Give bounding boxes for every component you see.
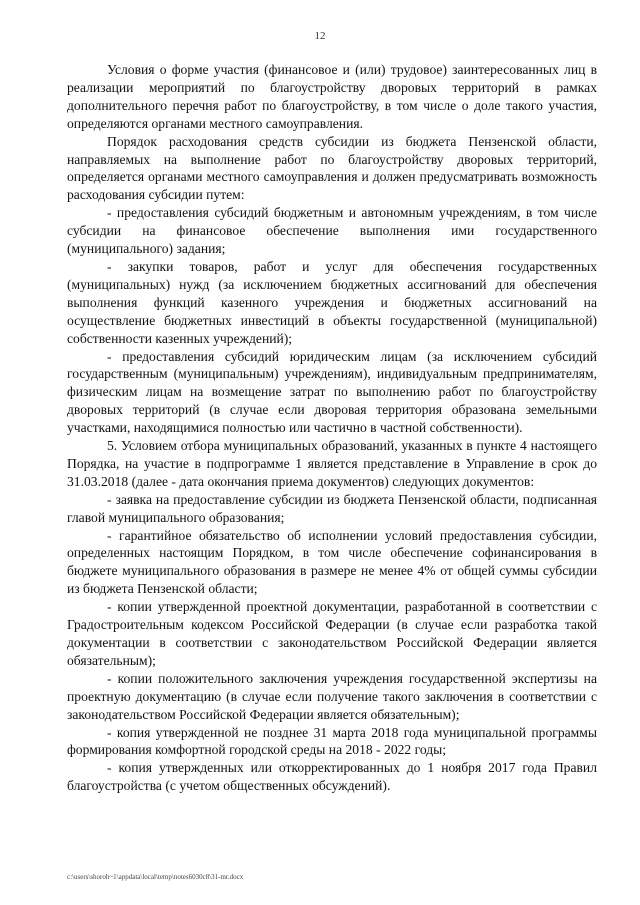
document-body (67, 61, 597, 795)
list-item-guarantee-obligation: - гарантийное обязательство об исполнении условий предоставления субсидии, определенных настоящим Порядком, в том числе обеспечение софинансирования в бюджете муниципального образования в размере не менее 4% от общей суммы субсидии из бюджета Пензенской области; (67, 527, 597, 597)
list-item-procurement: - закупки товаров, работ и услуг для обеспечения государственных (муниципальных) нужд (за исключением бюджетных ассигнований для обеспечения выполнения функций казенного учреждения и бюджетных ассигнований на осуществление бюджетных инвестиций в объекты государственной (муниципальной) собственности казенных учреждений); (67, 258, 597, 346)
list-item-improvement-rules: - копия утвержденных или откорректированных до 1 ноября 2017 года Правил благоустройства (с учетом общественных обсуждений). (67, 760, 597, 794)
paragraph-subsidy-spending-order: Порядок расходования средств субсидии из бюджета Пензенской области, направляемых на выполнение работ по благоустройству дворовых территорий, определяется органами местного самоуправления и должен предусматривать возможность расходования субсидии путем: (67, 133, 597, 203)
list-item-subsidies-to-legal-entities: - предоставления субсидий юридическим лицам (за исключением субсидий государственным (муниципальным) учреждениям), индивидуальным предпринимателям, физическим лицам на возмещение затрат по выполнению работ по благоустройству дворовых территорий (в случае если дворовая территория образована земельными участками, находящимися полностью или частично в частной собственности). (67, 348, 597, 436)
list-item-subsidies-to-institutions: - предоставления субсидий бюджетным и автономным учреждениям, в том числе субсидии на финансовое обеспечение выполнения ими государственного (муниципального) задания; (67, 205, 597, 257)
list-item-expertise-conclusion: - копии положительного заключения учреждения государственной экспертизы на проектную документацию (в случае если получение такого заключения в соответствии с законодательством Российской Федерации является обязательным); (67, 670, 597, 722)
page-number: 12 (314, 30, 326, 42)
paragraph-participation-conditions: Условия о форме участия (финансовое и (или) трудовое) заинтересованных лиц в реализации мероприятий по благоустройству дворовых территорий в рамках дополнительного перечня работ по благоустройству, в том числе о доле такого участия, определяются органами местного самоуправления. (67, 62, 597, 131)
list-item-project-documentation: - копии утвержденной проектной документации, разработанной в соответствии с Градостроительным кодексом Российской Федерации (в случае если разработка такой документации в соответствии с законодательством Российской Федерации является обязательным); (67, 599, 597, 668)
list-item-application: - заявка на предоставление субсидии из бюджета Пензенской области, подписанная главой муниципального образования; (67, 491, 597, 525)
list-item-municipal-program: - копия утвержденной не позднее 31 марта 2018 года муниципальной программы формирования комфортной городской среды на 2018 - 2022 годы; (67, 724, 597, 758)
paragraph-selection-condition: 5. Условием отбора муниципальных образований, указанных в пункте 4 настоящего Порядка, на участие в подпрограмме 1 является представление в Управление в срок до 31.03.2018 (далее - дата окончания приема документов) следующих документов: (67, 438, 597, 489)
footer-file-path: c:\users\shoroh~1\appdata\local\temp\notes6030c8\31-mr.docx (67, 873, 244, 881)
